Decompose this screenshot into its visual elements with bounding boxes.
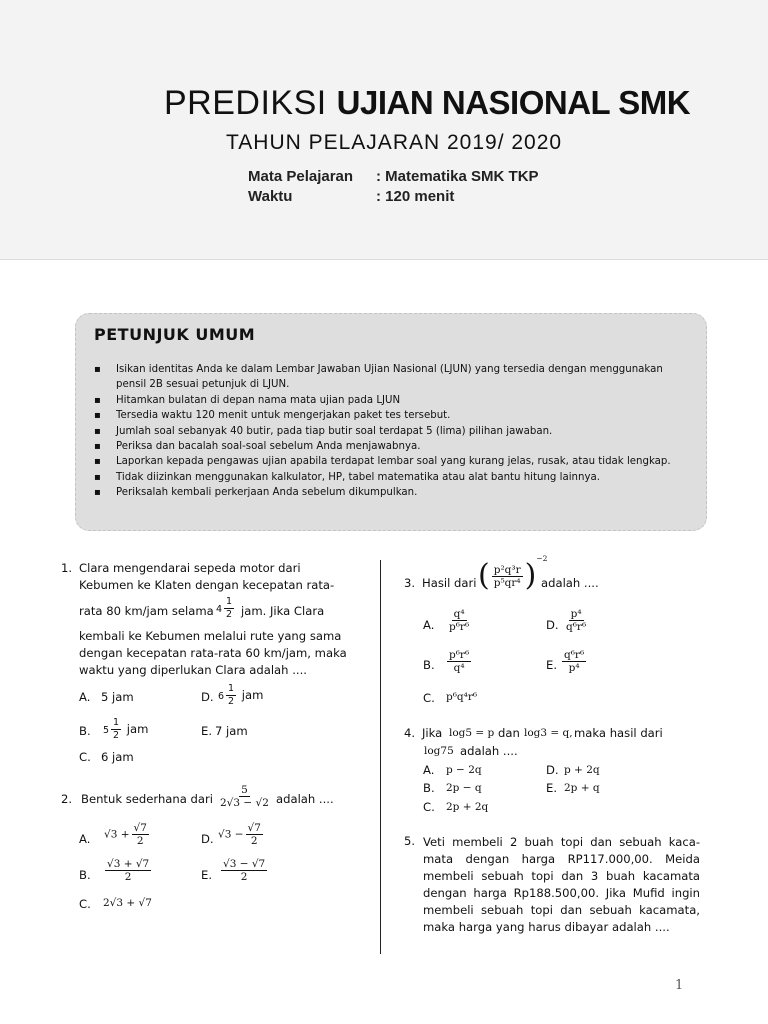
option-e: 7 jam <box>215 724 248 738</box>
instruction-item: ▪ Isikan identitas Anda ke dalam Lembar Jawaban Ujian Nasional (LJUN) yang tersedia dengan menggunakan pensil 2B sesuai petunjuk di LJUN. <box>116 362 676 393</box>
option-label: A. <box>423 763 435 777</box>
option-label: D. <box>201 690 214 704</box>
option-d: p + 2q <box>564 764 600 776</box>
option-label: C. <box>79 750 91 764</box>
fraction: $\frac{1}{2}$ <box>226 596 233 620</box>
question-number: 3. <box>404 576 416 590</box>
header <box>0 0 768 260</box>
instruction-item: ▪ Hitamkan bulatan di depan nama mata ujian pada LJUN <box>116 393 676 408</box>
question-text: dengan kecepatan rata-rata 60 km/jam, maka <box>79 646 347 660</box>
option-label: A. <box>79 690 91 704</box>
mixed-number: 4 $\frac{1}{2}$ <box>216 596 233 620</box>
question-text: Clara mengendarai sepeda motor dari <box>79 561 301 575</box>
option-a: p − 2q <box>446 764 482 776</box>
question-text: waktu yang diperlukan Clara adalah .... <box>79 663 307 677</box>
option-label: A. <box>423 618 435 632</box>
title-main: UJIAN NASIONAL SMK <box>336 84 691 121</box>
option-label: E. <box>201 868 213 882</box>
option-b: $\frac{√3 + √7}{2}$ <box>107 858 150 883</box>
instruction-item: ▪ Periksa dan bacalah soal-soal sebelum Anda menjawabnya. <box>116 439 676 454</box>
question-text: adalah .... <box>276 792 334 806</box>
instruction-item: ▪ Laporkan kepada pengawas ujian apabila terdapat lembar soal yang kurang jelas, rusak, atau tidak lengkap. <box>116 454 676 469</box>
question-text: jam. Jika Clara <box>241 604 325 618</box>
instruction-item: ▪ Periksalah kembali perkerjaan Anda sebelum dikumpulkan. <box>116 485 676 500</box>
fraction: $\frac{5}{2√3 - √2}$ <box>220 784 269 809</box>
question-number: 4. <box>404 726 416 740</box>
question-text: Kebumen ke Klaten dengan kecepatan rata- <box>79 578 335 592</box>
instruction-item: ▪ Tidak diizinkan menggunakan kalkulator, HP, tabel matematika atau alat bantu hitung lainnya. <box>116 470 676 485</box>
option-label: E. <box>546 781 558 795</box>
math-expression: log75 <box>424 745 454 757</box>
power-expression: ( $\frac{\text{p²q³r}}{\text{p⁵qr⁴}}$ )$^{-2}$ <box>478 553 548 593</box>
option-a: √3 + $\frac{√7}{2}$ <box>104 822 147 847</box>
option-c: 2p + 2q <box>446 801 489 813</box>
option-c: 6 jam <box>101 750 134 764</box>
option-c: p⁶q⁴r⁶ <box>446 691 478 703</box>
option-c: 2√3 + √7 <box>103 897 152 909</box>
option-e: 2p + q <box>564 782 600 794</box>
column-divider <box>380 560 381 954</box>
option-a: $\frac{\text{q⁴}}{\text{p⁶r⁶}}$ <box>449 608 470 633</box>
time-row <box>248 188 455 205</box>
question-number: 5. <box>404 834 416 848</box>
math-expression: log3 = q, <box>524 727 573 739</box>
option-e: $\frac{√3 - √7}{2}$ <box>223 858 266 883</box>
option-label: D. <box>546 618 559 632</box>
option-b: $\frac{\text{p⁶r⁶}}{\text{q⁴}}$ <box>449 649 470 674</box>
instructions-box <box>75 313 707 531</box>
question-text: kembali ke Kebumen melalui rute yang sama <box>79 629 342 643</box>
option-label: C. <box>423 691 435 705</box>
option-label: B. <box>423 658 435 672</box>
option-d: 6 $\frac{1}{2}$ jam <box>218 683 264 707</box>
option-a: 5 jam <box>101 690 134 704</box>
subject-row <box>248 168 539 185</box>
question-text: Jika <box>422 726 443 740</box>
page-subtitle: TAHUN PELAJARAN 2019/ 2020 <box>226 131 563 154</box>
time-value: : 120 menit <box>376 188 455 205</box>
option-label: B. <box>79 868 91 882</box>
question-text: adalah .... <box>541 576 599 590</box>
option-label: D. <box>546 763 559 777</box>
option-label: C. <box>423 800 435 814</box>
title-prefix: PREDIKSI <box>164 84 327 122</box>
option-d: √3 − $\frac{√7}{2}$ <box>218 822 261 847</box>
question-text: dan <box>498 726 520 740</box>
option-b: 2p − q <box>446 782 482 794</box>
math-expression: log5 = p <box>449 727 495 739</box>
time-label: Waktu <box>248 188 293 205</box>
page-title <box>164 84 690 123</box>
question-number: 1. <box>61 561 73 575</box>
question-text: Hasil dari <box>422 576 477 590</box>
page-number: 1 <box>675 978 684 993</box>
subject-value: : Matematika SMK TKP <box>376 168 539 185</box>
option-label: E. <box>546 658 558 672</box>
instructions-list <box>116 362 676 501</box>
instruction-item: ▪ Jumlah soal sebanyak 40 butir, pada tiap butir soal terdapat 5 (lima) pilihan jawaban. <box>116 424 676 439</box>
instructions-heading: PETUNJUK UMUM <box>94 325 256 344</box>
question-text: rata 80 km/jam selama <box>79 604 214 618</box>
question-number: 2. <box>61 792 73 806</box>
option-b: 5 $\frac{1}{2}$ jam <box>103 717 149 741</box>
question-text: adalah .... <box>460 744 518 758</box>
question-text: maka hasil dari <box>574 726 663 740</box>
option-label: C. <box>79 897 91 911</box>
option-label: B. <box>79 724 91 738</box>
option-d: $\frac{\text{p⁴}}{\text{q⁶r⁶}}$ <box>566 608 587 633</box>
option-label: B. <box>423 781 435 795</box>
question-text: Veti membeli 2 buah topi dan sebuah kaca- mata dengan harga RP117.000,00. Meida membeli sebuah topi dan 3 buah kacamata dengan harga Rp188.500,00. Jika Mufid ingin membeli sebuah topi dan sebuah kacamata, maka harga yang harus dibayar adalah .... <box>423 835 700 934</box>
question-text: Bentuk sederhana dari <box>81 792 213 806</box>
option-e: $\frac{\text{q⁶r⁶}}{\text{p⁴}}$ <box>564 649 585 674</box>
option-label: A. <box>79 832 91 846</box>
instruction-item: ▪ Tersedia waktu 120 menit untuk mengerjakan paket tes tersebut. <box>116 408 676 423</box>
option-label: E. <box>201 724 213 738</box>
subject-label: Mata Pelajaran <box>248 168 354 185</box>
option-label: D. <box>201 832 214 846</box>
